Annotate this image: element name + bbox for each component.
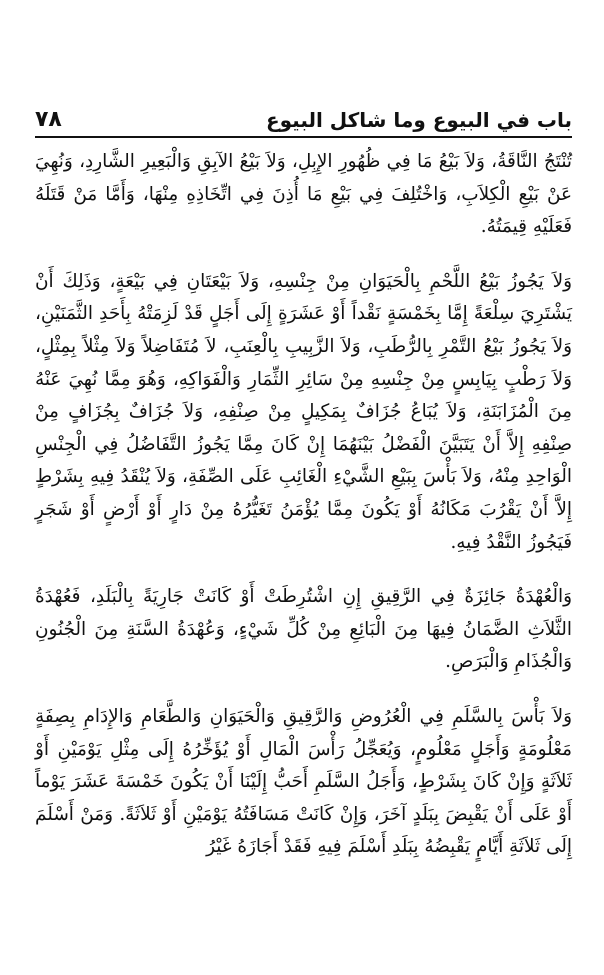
paragraph: وَلاَ بَأْسَ بِالسَّلَمِ فِي الْعُرُوضِ وَالرَّقِيقِ وَالْحَيَوَانِ وَالطَّعَامِ وَالإِدَامِ بِصِفَةٍ مَعْلُومَةٍ وَأَجَلٍ مَعْلُومٍ، وَيُعَجِّلُ رَأْسَ الْمَالِ أَوْ يُؤَخِّرُهُ إِلَى مِثْلِ يَوْمَيْنِ أَوْ ثَلاَثَةٍ وَإِنْ كَانَ بِشَرْطٍ، وَأَجَلُ السَّلَمِ أَحَبُّ إِلَيْنَا أَنْ يَكُونَ خَمْسَةَ عَشَرَ يَوْماً أَوْ عَلَى أَنْ يَقْبِضَ بِبَلَدٍ آخَرَ، وَإِنْ كَانَتْ مَسَافَتُهُ يَوْمَيْنِ أَوْ ثَلاَثَةً. وَمَنْ أَسْلَمَ إِلَى ثَلاَثَةِ أَيَّامٍ يَقْبِضُهُ بِبَلَدِ أَسْلَمَ فِيهِ فَقَدْ أَجَازَهُ غَيْرُ — [35, 705, 572, 858]
page-header — [35, 102, 572, 132]
page-number: ٧٨ — [35, 107, 62, 132]
paragraph: تُنْتَجُ النَّاقَةُ، وَلاَ بَيْعُ مَا فِي ظُهُورِ الإِبِلِ، وَلاَ بَيْعُ الآبِقِ وَالْبَعِيرِ الشَّارِدِ، وَنُهِيَ عَنْ بَيْعِ الْكِلاَبِ، وَاخْتُلِفَ فِي بَيْعِ مَا أُذِنَ فِي اتِّخَاذِهِ مِنْهَا، وَأَمَّا مَنْ قَتَلَهُ فَعَلَيْهِ قِيمَتُهُ. — [35, 151, 572, 238]
paragraph: وَلاَ يَجُوزُ بَيْعُ اللَّحْمِ بِالْحَيَوَانِ مِنْ جِنْسِهِ، وَلاَ بَيْعَتَانِ فِي بَيْعَةٍ، وَذَلِكَ أَنْ يَشْتَرِيَ سِلْعَةً إِمَّا بِخَمْسَةٍ نَقْداً أَوْ عَشَرَةٍ إِلَى أَجَلٍ قَدْ لَزِمَتْهُ بِأَحَدِ الثَّمَنَيْنِ، وَلاَ يَجُوزُ بَيْعُ التَّمْرِ بِالرُّطَبِ، وَلاَ الزَّبِيبِ بِالْعِنَبِ، لاَ مُتَفَاضِلاً وَلاَ مِثْلاً بِمِثْلٍ، وَلاَ رَطْبٍ بِيَابِسٍ مِنْ جِنْسِهِ مِنْ سَائِرِ الثِّمَارِ وَالْفَوَاكِهِ، وَهُوَ مِمَّا نُهِيَ عَنْهُ مِنَ الْمُزَابَنَةِ، وَلاَ يُبَاعُ جُزَافٌ بِمَكِيلٍ مِنْ صِنْفِهِ، وَلاَ جُزَافٌ بِجُزَافٍ مِنْ صِنْفِهِ إِلاَّ أَنْ يَتَبَيَّنَ الْفَضْلُ بَيْنَهُمَا إِنْ كَانَ مِمَّا يَجُوزُ التَّفَاضُلُ فِي الْجِنْسِ الْوَاحِدِ مِنْهُ، وَلاَ بَأْسَ بِبَيْعِ الشَّيْءِ الْغَائِبِ عَلَى الصِّفَةِ، وَلاَ يُنْقَدُ فِيهِ بِشَرْطٍ إِلاَّ أَنْ يَقْرُبَ مَكَانُهُ أَوْ يَكُونَ مِمَّا يُؤْمَنُ تَغَيُّرُهُ مِنْ دَارٍ أَوْ أَرْضٍ أَوْ شَجَرٍ فَيَجُوزُ النَّقْدُ فِيهِ. — [35, 270, 572, 553]
header-rule — [35, 136, 572, 138]
body-text — [35, 146, 572, 886]
running-title: باب في البيوع وما شاكل البيوع — [265, 108, 572, 132]
paragraph: وَالْعُهْدَةُ جَائِزَةٌ فِي الرَّقِيقِ إِنِ اشْتُرِطَتْ أَوْ كَانَتْ جَارِيَةً بِالْبَلَدِ، فَعُهْدَةُ الثَّلاَثِ الضَّمَانُ فِيهَا مِنَ الْبَائِعِ مِنْ كُلِّ شَيْءٍ، وَعُهْدَةُ السَّنَةِ مِنَ الْجُنُونِ وَالْجُذَامِ وَالْبَرَصِ. — [35, 586, 572, 673]
